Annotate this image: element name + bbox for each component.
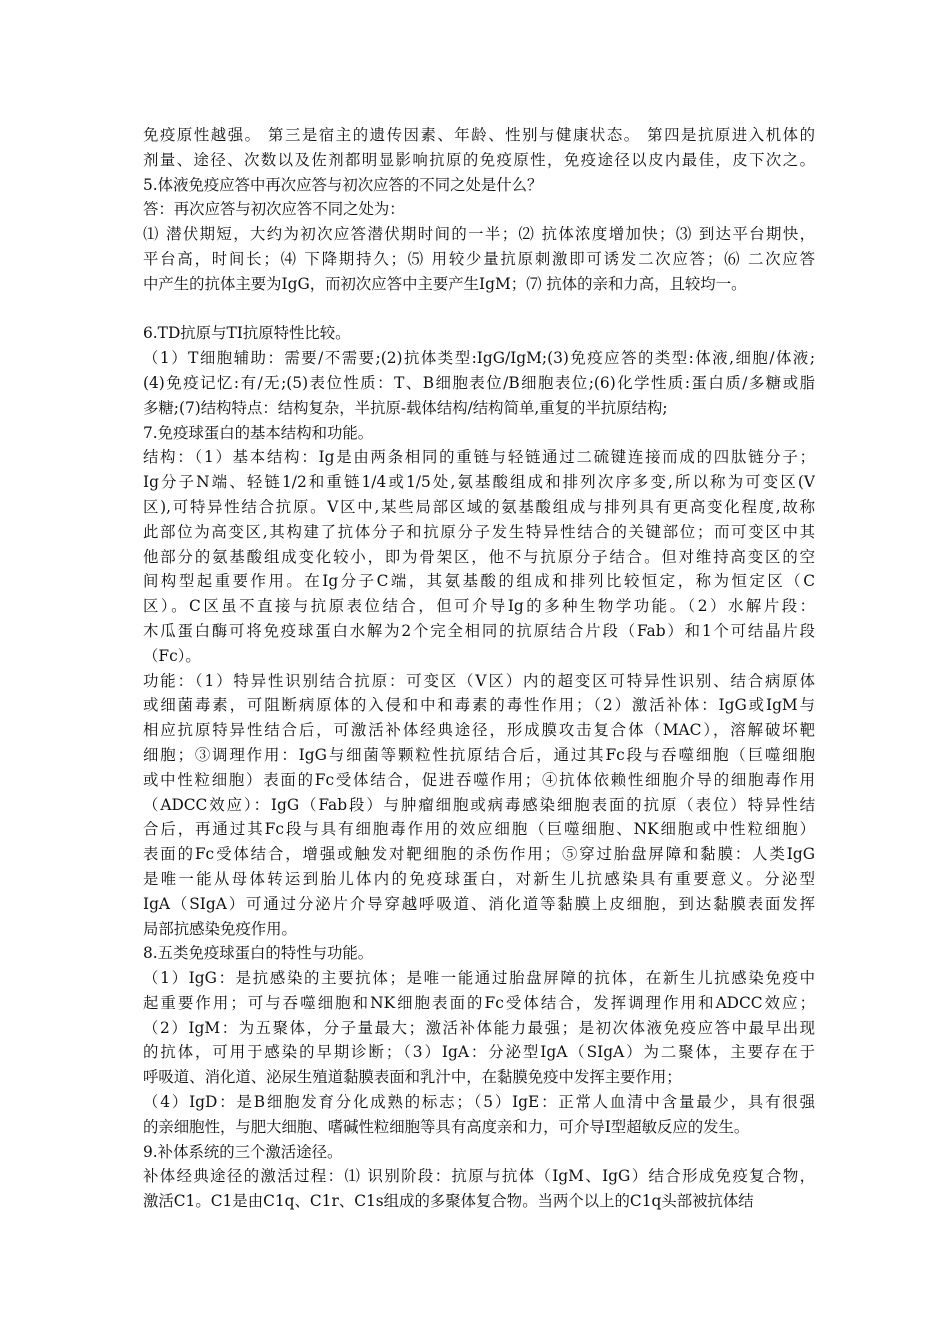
text-line: 补体经典途径的激活过程：⑴ 识别阶段：抗原与抗体（IgM、IgG）结合形成免疫复合物， bbox=[143, 1167, 815, 1186]
text-line: 他部分的氨基酸组成变化较小，即为骨架区，他不与抗原分子结合。但对维持高变区的空 bbox=[143, 547, 815, 566]
text-line: 8.五类免疫球蛋白的特性与功能。 bbox=[143, 944, 374, 963]
text-line: 免疫原性越强。 第三是宿主的遗传因素、年龄、性别与健康状态。 第四是抗原进入机体的 bbox=[143, 126, 815, 144]
text-line: 或中性粒细胞）表面的Fc受体结合，促进吞噬作用；④抗体依赖性细胞介导的细胞毒作用 bbox=[143, 770, 815, 789]
text-line: 是唯一能从母体转运到胎儿体内的免疫球蛋白，对新生儿抗感染具有重要意义。分泌型 bbox=[143, 869, 815, 888]
text-line: 相应抗原特异性结合后，可激活补体经典途径，形成膜攻击复合体（MAC），溶解破坏靶 bbox=[143, 721, 815, 740]
text-line: 区),可特异性结合抗原。V区中,某些局部区域的氨基酸组成与排列具有更高变化程度,故称 bbox=[143, 497, 815, 516]
text-line: ⑴ 潜伏期短，大约为初次应答潜伏期时间的一半；⑵ 抗体浓度增加快；⑶ 到达平台期快， bbox=[143, 225, 815, 244]
text-line: 9.补体系统的三个激活途径。 bbox=[143, 1142, 343, 1161]
text-line: （Fc）。 bbox=[143, 646, 201, 665]
text-line: 间构型起重要作用。在Ig分子C端，其氨基酸的组成和排列比较恒定，称为恒定区（C bbox=[143, 572, 815, 591]
text-line: 合后，再通过其Fc段与具有细胞毒作用的效应细胞（巨噬细胞、NK细胞或中性粒细胞） bbox=[143, 820, 815, 839]
text-line: 多糖;(7)结构特点：结构复杂，半抗原-载体结构/结构简单,重复的半抗原结构; bbox=[143, 398, 668, 417]
text-line: 平台高，时间长；⑷ 下降期持久；⑸ 用较少量抗原刺激即可诱发二次应答；⑹ 二次应答 bbox=[143, 249, 815, 268]
text-line: Ig分子N端、轻链1/2和重链1/4或1/5处,氨基酸组成和排列次序多变,所以称为可变区(V bbox=[143, 473, 815, 492]
text-line: （1）IgG：是抗感染的主要抗体；是唯一能通过胎盘屏障的抗体，在新生儿抗感染免疫中 bbox=[143, 969, 815, 988]
text-line: 呼吸道、消化道、泌尿生殖道黏膜表面和乳汁中，在黏膜免疫中发挥主要作用； bbox=[143, 1068, 682, 1087]
text-line: （2）IgM：为五聚体，分子量最大；激活补体能力最强；是初次体液免疫应答中最早出现 bbox=[143, 1018, 815, 1037]
document-body bbox=[143, 123, 815, 1214]
text-line: 6.TD抗原与TI抗原特性比较。 bbox=[143, 324, 351, 343]
text-line: 功能：（1）特异性识别结合抗原：可变区（V区）内的超变区可特异性识别、结合病原体 bbox=[143, 671, 815, 690]
text-line: 的抗体，可用于感染的早期诊断；（3）IgA：分泌型IgA（SIgA）为二聚体，主要存在于 bbox=[143, 1043, 815, 1062]
text-line: 5.体液免疫应答中再次应答与初次应答的不同之处是什么？ bbox=[143, 175, 543, 194]
text-line: （ADCC效应）：IgG（Fab段）与肿瘤细胞或病毒感染细胞表面的抗原（表位）特异性结 bbox=[143, 795, 815, 814]
text-line: 表面的Fc受体结合，增强或触发对靶细胞的杀伤作用；⑤穿过胎盘屏障和黏膜：人类IgG bbox=[143, 845, 815, 864]
text-line: (4)免疫记忆:有/无;(5)表位性质：T、B细胞表位/B细胞表位;(6)化学性质:蛋白质/多糖或脂 bbox=[143, 373, 815, 392]
text-line: （1）T细胞辅助：需要/不需要;(2)抗体类型:IgG/IgM;(3)免疫应答的类型:体液,细胞/体液; bbox=[143, 349, 815, 368]
text-line: 局部抗感染免疫作用。 bbox=[143, 919, 297, 938]
text-line: 结构：（1）基本结构：Ig是由两条相同的重链与轻链通过二硫键连接而成的四肽链分子； bbox=[143, 448, 815, 467]
text-line: 或细菌毒素，可阻断病原体的入侵和中和毒素的毒性作用；（2）激活补体：IgG或IgM与 bbox=[143, 696, 815, 715]
text-line: 7.免疫球蛋白的基本结构和功能。 bbox=[143, 423, 374, 442]
text-line: 答：再次应答与初次应答不同之处为： bbox=[143, 200, 405, 219]
text-line: （4）IgD：是B细胞发育分化成熟的标志；（5）IgE：正常人血清中含量最少，具有很强 bbox=[143, 1093, 815, 1112]
blank-line bbox=[143, 297, 815, 322]
text-line: 区）。C区虽不直接与抗原表位结合，但可介导Ig的多种生物学功能。（2）水解片段： bbox=[143, 597, 815, 616]
text-line: IgA（SIgA）可通过分泌片介导穿越呼吸道、消化道等黏膜上皮细胞，到达黏膜表面发挥 bbox=[143, 894, 815, 913]
text-line: 此部位为高变区,其构建了抗体分子和抗原分子发生特异性结合的关键部位；而可变区中其 bbox=[143, 522, 815, 541]
text-line: 细胞；③调理作用：IgG与细菌等颗粒性抗原结合后，通过其Fc段与吞噬细胞（巨噬细胞 bbox=[143, 745, 815, 764]
text-line: 激活C1。C1是由C1q、C1r、C1s组成的多聚体复合物。当两个以上的C1q头部被抗体结 bbox=[143, 1192, 754, 1211]
text-line: 的亲细胞性，与肥大细胞、嗜碱性粒细胞等具有高度亲和力，可介导Ⅰ型超敏反应的发生。 bbox=[143, 1117, 750, 1136]
text-line: 剂量、途径、次数以及佐剂都明显影响抗原的免疫原性，免疫途径以皮内最佳，皮下次之。 bbox=[143, 150, 815, 169]
text-line: 起重要作用；可与吞噬细胞和NK细胞表面的Fc受体结合，发挥调理作用和ADCC效应； bbox=[143, 993, 815, 1012]
text-line: 中产生的抗体主要为IgG，而初次应答中主要产生IgM；⑺ 抗体的亲和力高，且较均一。 bbox=[143, 274, 747, 293]
text-line: 木瓜蛋白酶可将免疫球蛋白水解为2个完全相同的抗原结合片段（Fab）和1个可结晶片段 bbox=[143, 621, 815, 640]
